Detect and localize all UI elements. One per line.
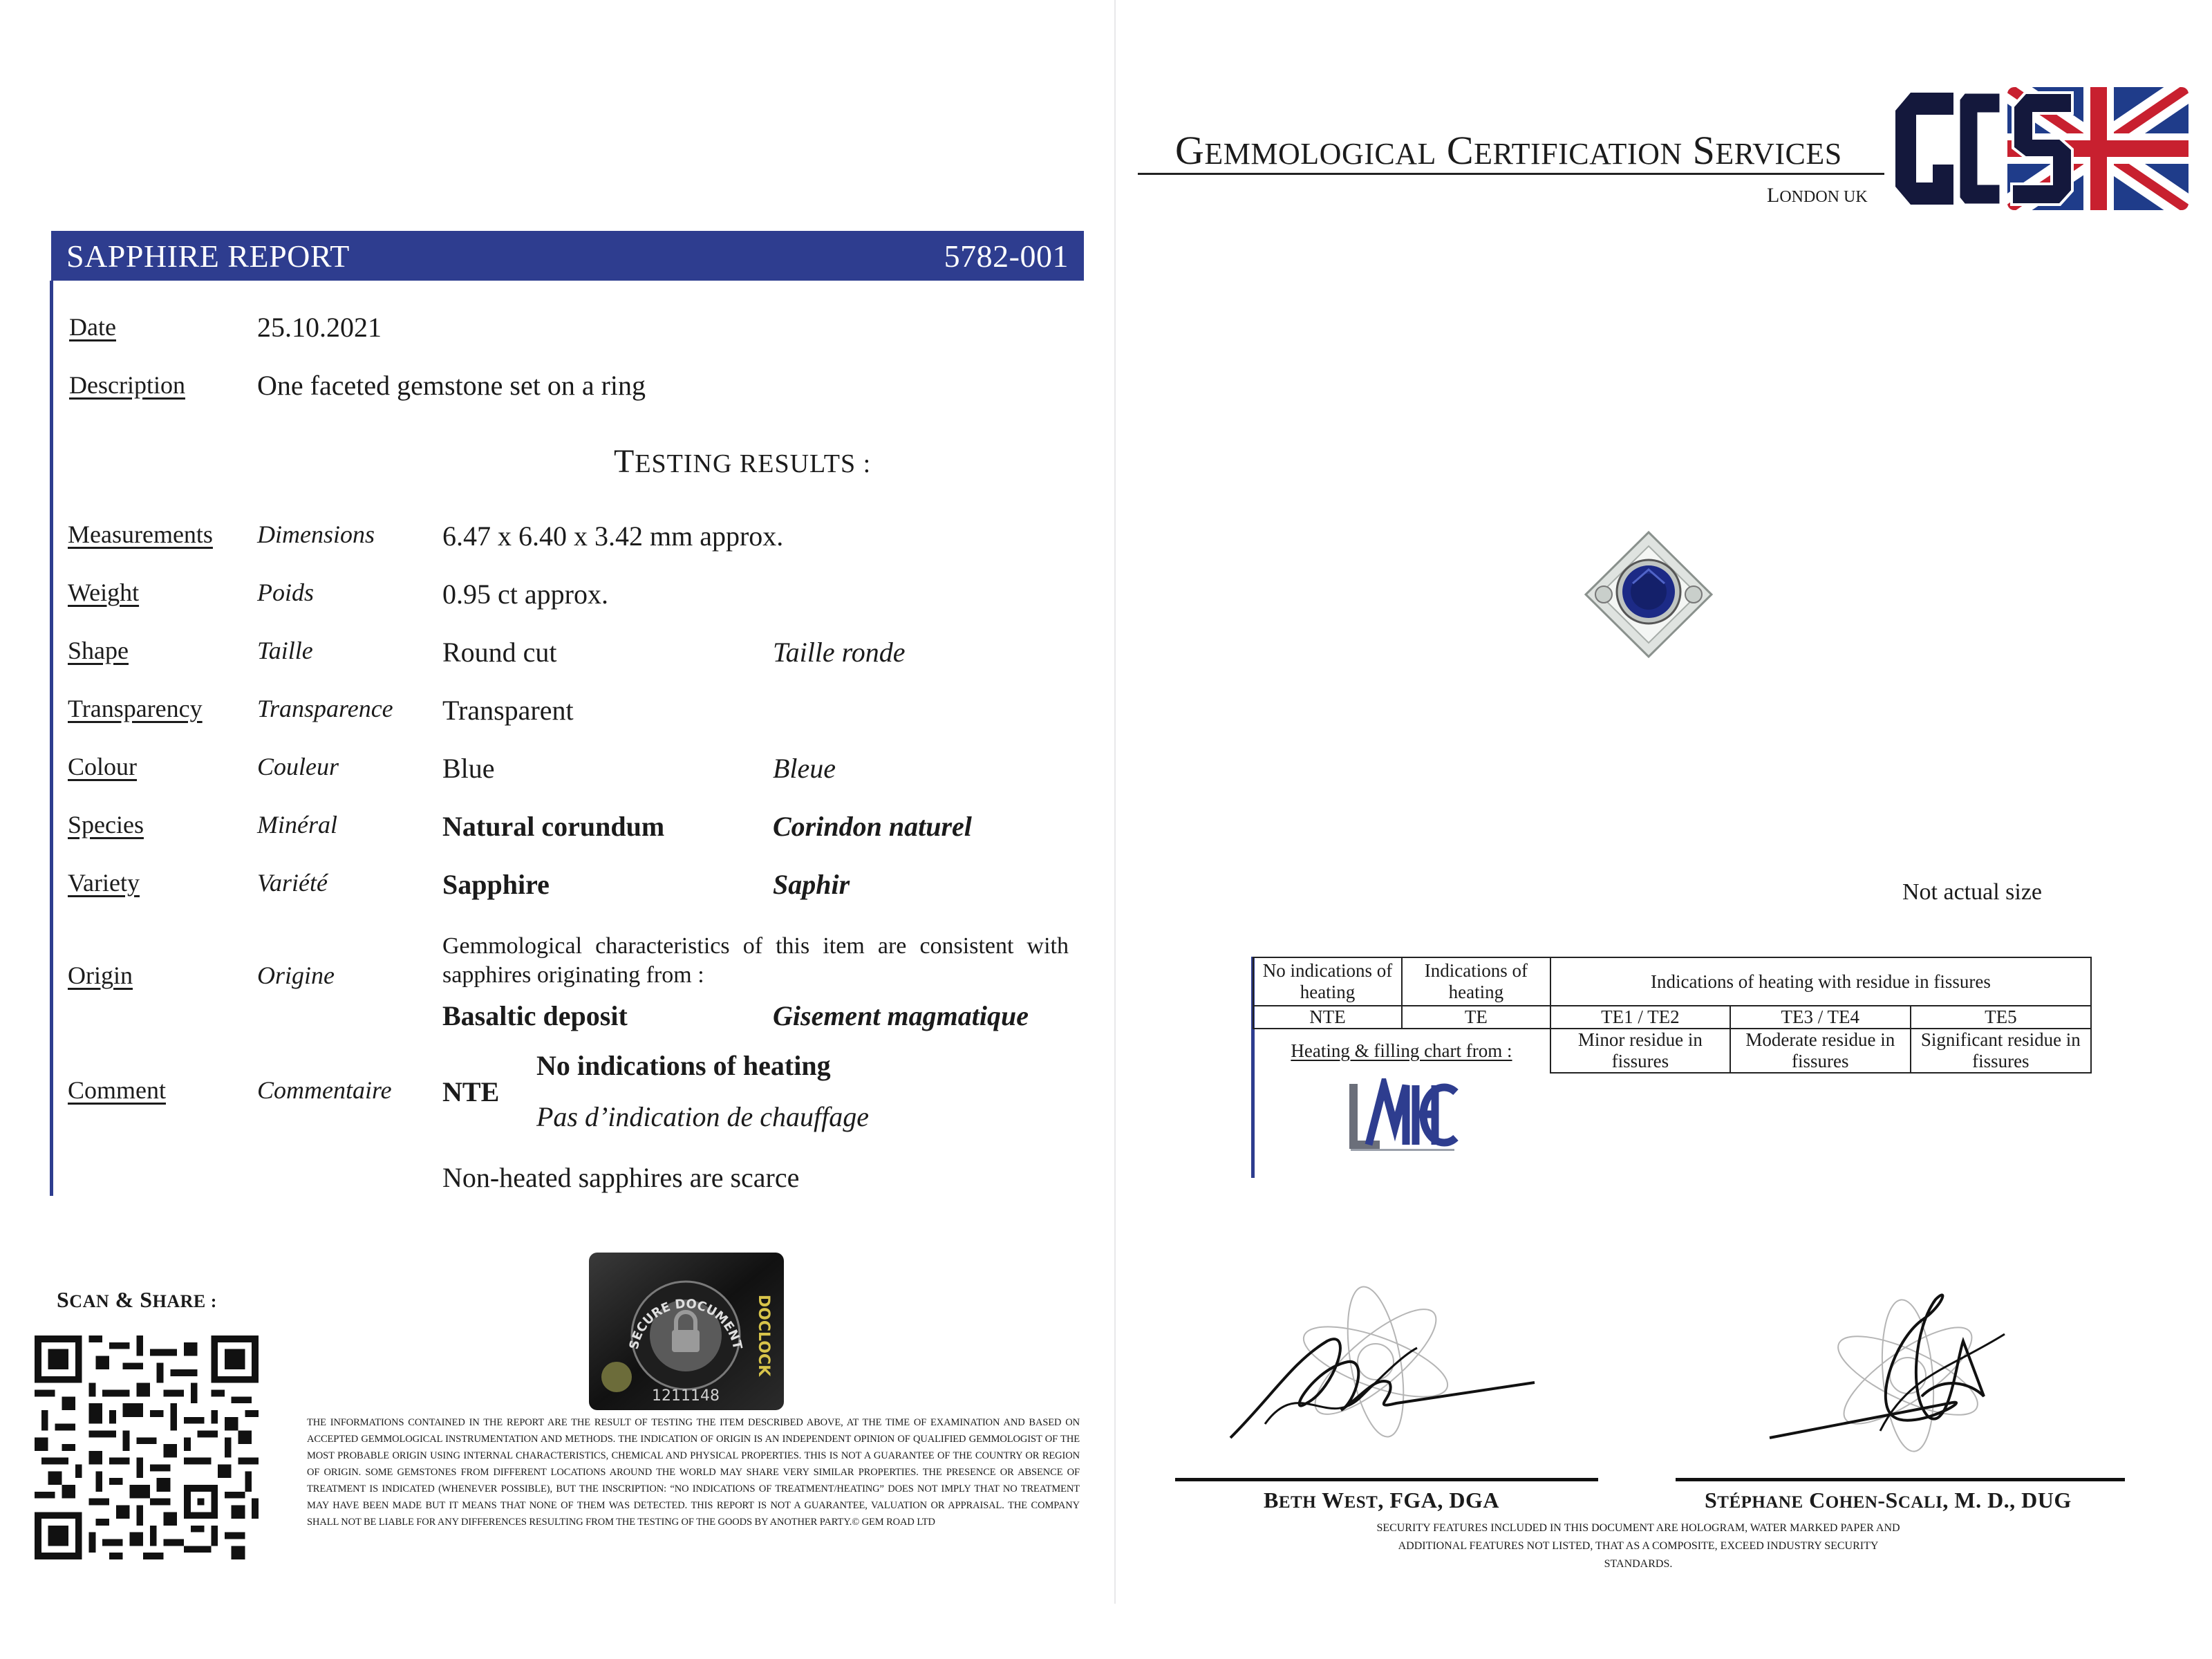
chart-residue-header: Indications of heating with residue in fissures xyxy=(1550,957,2091,1006)
row-colour-label: Colour xyxy=(68,753,138,780)
chart-code-te1-te2: TE1 / TE2 xyxy=(1550,1006,1730,1029)
signature-cohen-scali-image xyxy=(1742,1258,2101,1486)
origin-value: Basaltic deposit xyxy=(442,1000,628,1031)
comment-note: Non-heated sapphires are scarce xyxy=(442,1162,800,1193)
testing-results-title: TESTING RESULTS : xyxy=(614,443,872,480)
lab-name: GEMMOLOGICAL CERTIFICATION SERVICES xyxy=(1175,128,1842,173)
page-divider xyxy=(1114,0,1116,1604)
comment-fr: Commentaire xyxy=(257,1076,392,1104)
row-colour-fr: Couleur xyxy=(257,753,339,780)
signature-line-2 xyxy=(1676,1478,2125,1481)
sapphire-ring-image xyxy=(1576,528,1721,661)
hologram-secure-text: SECURE DOCUMENT xyxy=(626,1296,745,1351)
doclock-hologram-icon xyxy=(589,1253,784,1410)
row-weight-value: 0.95 ct approx. xyxy=(442,579,608,610)
left-blue-rule xyxy=(50,281,53,1196)
chart-moderate-residue: Moderate residue in fissures xyxy=(1730,1029,1911,1073)
row-shape-value-fr: Taille ronde xyxy=(773,637,906,668)
origin-fr: Origine xyxy=(257,962,335,989)
row-species-fr: Minéral xyxy=(257,811,337,838)
report-number: 5782-001 xyxy=(944,238,1069,274)
hologram-serial: 1211148 xyxy=(652,1387,720,1405)
row-measurements-value: 6.47 x 6.40 x 3.42 mm approx. xyxy=(442,521,784,552)
signature-beth-west-image xyxy=(1189,1258,1548,1479)
origin-label: Origin xyxy=(68,962,133,989)
security-features-note: SECURITY FEATURES INCLUDED IN THIS DOCUMENT ARE HOLOGRAM, WATER MARKED PAPER AND ADDITIONAL FEATURES NOT LISTED, THAT AS A COMPOSITE, EXCEED INDUSTRY SECURITY STANDARDS. xyxy=(1376,1522,1900,1570)
row-species-label: Species xyxy=(68,811,144,838)
row-variety-fr: Variété xyxy=(257,869,328,897)
lab-city: LONDON UK xyxy=(1767,184,1868,207)
row-variety-value-fr: Saphir xyxy=(773,869,850,900)
chart-minor-residue: Minor residue in fissures xyxy=(1550,1029,1730,1073)
row-shape-value: Round cut xyxy=(442,637,557,668)
chart-heating-header: Indications of heating xyxy=(1402,957,1550,1006)
report-title: SAPPHIRE REPORT xyxy=(66,238,350,274)
date-label: Date xyxy=(69,313,116,341)
origin-note: Gemmological characteristics of this item are consistent with sapphires originating from : xyxy=(442,933,1069,988)
description-label: Description xyxy=(69,371,185,399)
lab-name-rule xyxy=(1138,173,1884,175)
description-value: One faceted gemstone set on a ring xyxy=(257,370,646,401)
row-shape-label: Shape xyxy=(68,637,129,664)
row-shape-fr: Taille xyxy=(257,637,313,664)
chart-code-nte: NTE xyxy=(1253,1006,1402,1029)
disclaimer-text: THE INFORMATIONS CONTAINED IN THE REPORT ARE THE RESULT OF TESTING THE ITEM DESCRIBED ABOVE, AT THE TIME OF EXAMINATION AND BASED ON ACCEPTED GEMMOLOGICAL INSTRUMENTATION AND METHODS. THE INDICATION OF ORIGIN IS AN INDEPENDENT OPINION OF QUALIFIED GEMMOLOGIST OF THE MOST PROBABLE ORIGIN USING INTERNAL CHARACTERISTICS, CHEMICAL AND PHYSICAL PROPERTIES. THIS IS NOT A GUARANTEE OF THE COUNTRY OR REGION OF ORIGIN. SOME GEMSTONES FROM DIFFERENT LOCATIONS AROUND THE WORLD MAY SHARE VERY SIMILAR PROPERTIES. THE PRESENCE OR ABSENCE OF TREATMENT IS INDICATED (WHENEVER POSSIBLE), BUT THE INSCRIPTION: “NO INDICATIONS OF TREATMENT/HEATING” DOES NOT IMPLY THAT NO TREATMENT MAY HAVE BEEN MADE BUT IT MEANS THAT NONE OF THEM WAS DETECTED. THIS REPORT IS NOT A GUARANTEE, VALUATION OR APPRAISAL. THE COMPANY SHALL NOT BE LIABLE FOR ANY DIFFERENCES RESULTING FROM THE TESTING OF THE GOODS BY ANOTHER PARTY.© GEM ROAD LTD xyxy=(307,1417,1080,1528)
signature-line-1 xyxy=(1175,1478,1598,1481)
lmhc-logo-icon xyxy=(1348,1078,1459,1154)
row-weight-fr: Poids xyxy=(257,579,315,606)
chart-significant-residue: Significant residue in fissures xyxy=(1911,1029,2091,1073)
origin-value-fr: Gisement magmatique xyxy=(773,1000,1029,1031)
comment-code: NTE xyxy=(442,1076,500,1107)
gcs-logo-icon xyxy=(1890,83,2191,214)
comment-value: No indications of heating xyxy=(536,1050,831,1081)
date-value: 25.10.2021 xyxy=(257,312,382,343)
row-species-value: Natural corundum xyxy=(442,811,665,842)
chart-link-cell xyxy=(1253,1029,1550,1073)
scan-share-title: SCAN & SHARE : xyxy=(57,1287,217,1312)
heating-chart-link[interactable]: Heating & filling chart from : xyxy=(1291,1040,1512,1061)
chart-code-te5: TE5 xyxy=(1911,1006,2091,1029)
not-actual-size-note: Not actual size xyxy=(1902,879,2043,905)
qr-code-icon[interactable] xyxy=(35,1335,259,1559)
heating-chart-table xyxy=(1253,957,2092,1074)
row-species-value-fr: Corindon naturel xyxy=(773,811,972,842)
row-transparency-value: Transparent xyxy=(442,695,574,726)
signatory-cohen-scali: STÉPHANE COHEN-SCALI, M. D., DUG xyxy=(1705,1488,2072,1512)
row-colour-value-fr: Bleue xyxy=(773,753,836,784)
signatory-beth-west: BETH WEST, FGA, DGA xyxy=(1264,1488,1499,1512)
row-colour-value: Blue xyxy=(442,753,495,784)
comment-label: Comment xyxy=(68,1076,166,1104)
chart-no-heating-header: No indications of heating xyxy=(1253,957,1402,1006)
row-transparency-label: Transparency xyxy=(68,695,203,722)
row-weight-label: Weight xyxy=(68,579,140,606)
row-measurements-label: Measurements xyxy=(68,521,213,548)
comment-value-fr: Pas d’indication de chauffage xyxy=(536,1101,870,1132)
row-variety-label: Variety xyxy=(68,869,140,897)
chart-code-te3-te4: TE3 / TE4 xyxy=(1730,1006,1911,1029)
row-transparency-fr: Transparence xyxy=(257,695,393,722)
row-variety-value: Sapphire xyxy=(442,869,550,900)
hologram-brand-text: DOCLOCK xyxy=(755,1294,772,1377)
chart-code-te: TE xyxy=(1402,1006,1550,1029)
report-header-bar xyxy=(51,231,1084,281)
row-measurements-fr: Dimensions xyxy=(257,521,375,548)
